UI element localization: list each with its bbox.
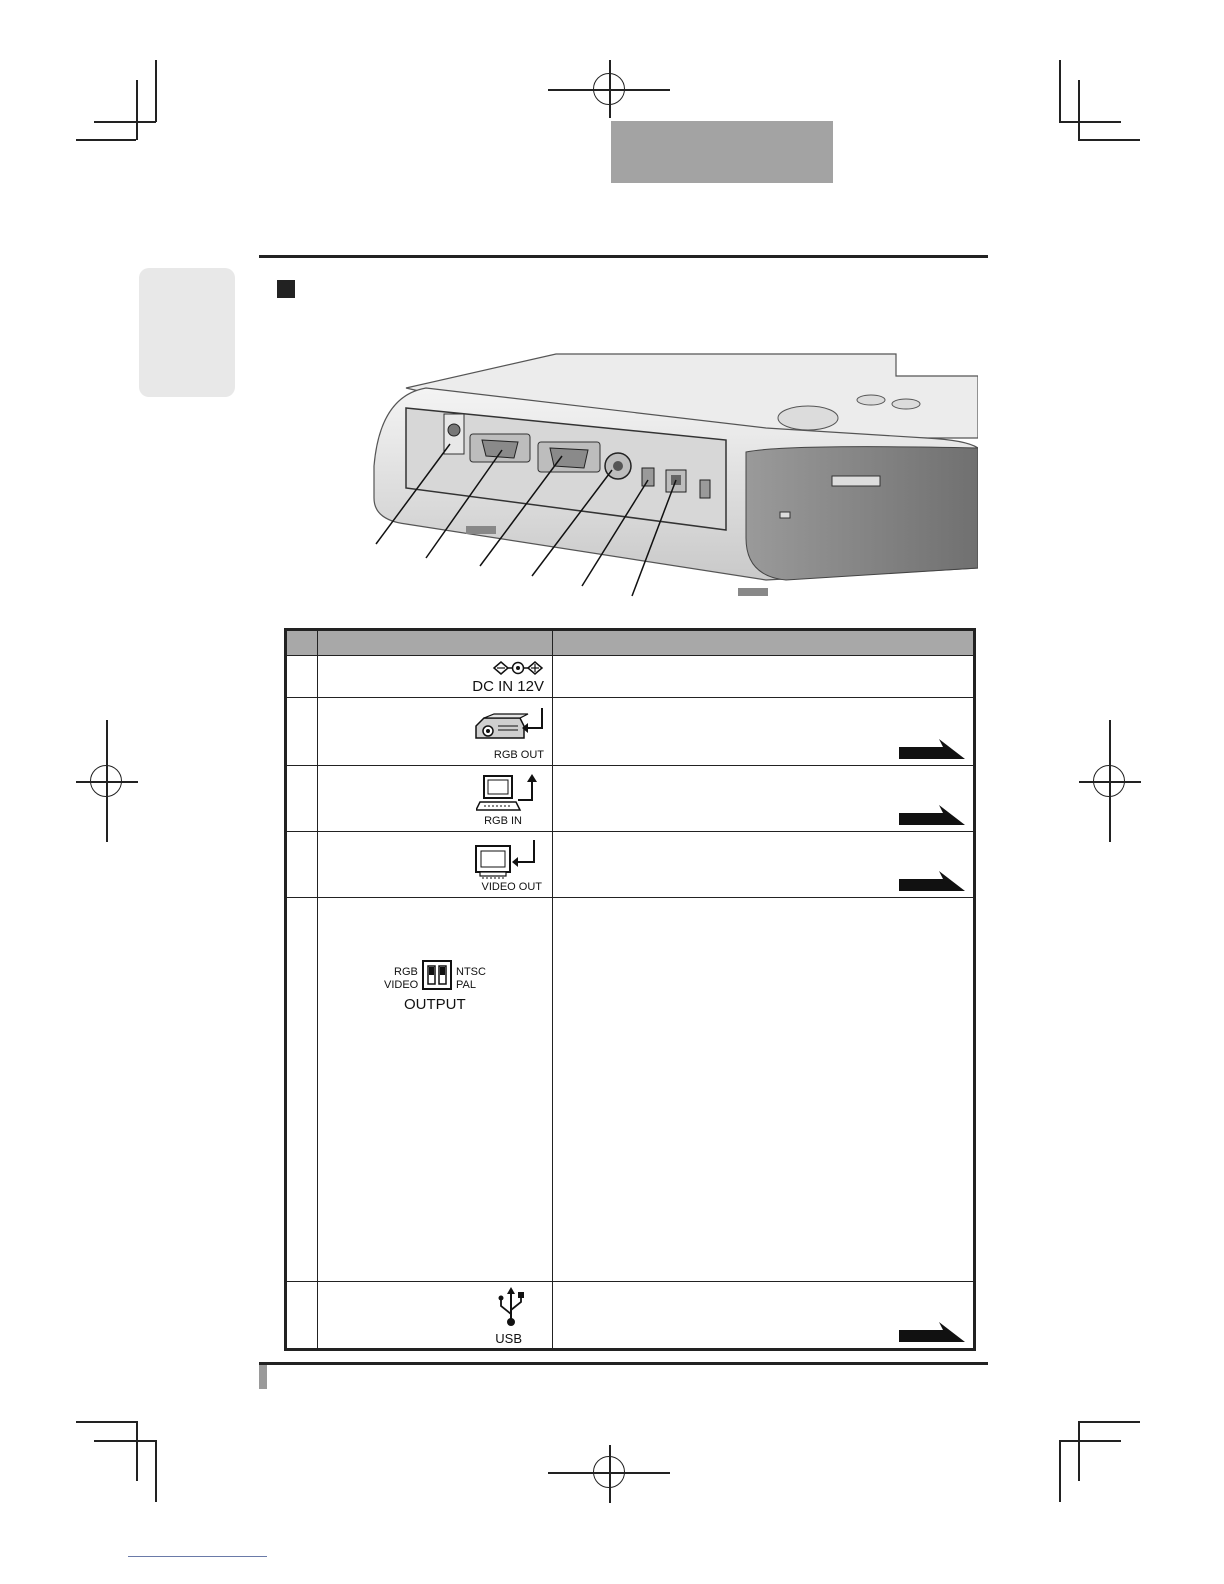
row-name-cell: [318, 898, 553, 1282]
row-number: [286, 766, 318, 832]
row-name-cell: [318, 766, 553, 832]
square-bullet-icon: [277, 280, 295, 298]
dc-in-icon: [492, 660, 544, 676]
monitor-video-out-icon: [474, 838, 538, 880]
device-rear-illustration: [366, 348, 978, 606]
row-number: [286, 698, 318, 766]
footer-underline: [128, 1556, 267, 1557]
table-row: [286, 898, 975, 1282]
row-name-cell: [318, 698, 553, 766]
row-description: [553, 656, 975, 698]
rgb-out-label: RGB OUT: [493, 749, 544, 761]
table-header-row: [286, 630, 975, 656]
switch-caption-output: OUTPUT: [404, 996, 466, 1013]
page-reference-arrow-icon: [899, 739, 965, 761]
row-name-cell: [318, 832, 553, 898]
col-header-name: [318, 630, 553, 656]
page-number-tab: [259, 1365, 267, 1389]
row-description-cell: [553, 832, 975, 898]
switch-label-rgb: RGB: [394, 966, 418, 978]
row-name-cell: [318, 1282, 553, 1350]
video-out-label: VIDEO OUT: [481, 881, 542, 893]
row-number: [286, 1282, 318, 1350]
row-description-cell: [553, 1282, 975, 1350]
row-description-cell: [553, 766, 975, 832]
switch-label-ntsc: NTSC: [456, 966, 486, 978]
row-description: [553, 898, 975, 1282]
output-switch-icon: [422, 960, 452, 990]
page-reference-arrow-icon: [899, 1322, 965, 1344]
header-box: [611, 121, 833, 183]
table-row: [286, 698, 975, 766]
table-row: [286, 656, 975, 698]
switch-label-pal: PAL: [456, 979, 476, 991]
table-row: [286, 766, 975, 832]
col-header-description: [553, 630, 975, 656]
usb-label: USB: [495, 1331, 522, 1346]
col-header-number: [286, 630, 318, 656]
top-rule: [259, 255, 988, 258]
ports-table: [284, 628, 976, 1351]
table-row: [286, 1282, 975, 1350]
rgb-in-label: RGB IN: [484, 815, 522, 827]
page-reference-arrow-icon: [899, 871, 965, 893]
side-tab: [139, 268, 235, 397]
switch-label-video: VIDEO: [384, 979, 419, 991]
row-number: [286, 898, 318, 1282]
row-number: [286, 832, 318, 898]
projector-rgb-out-icon: [472, 704, 546, 744]
page-reference-arrow-icon: [899, 805, 965, 827]
row-number: [286, 656, 318, 698]
computer-rgb-in-icon: [476, 772, 540, 814]
table-row: [286, 832, 975, 898]
dc-in-label: DC IN 12V: [472, 678, 544, 695]
row-description-cell: [553, 698, 975, 766]
usb-icon: [496, 1286, 526, 1328]
row-name-cell: [318, 656, 553, 698]
bottom-rule: [259, 1362, 988, 1365]
